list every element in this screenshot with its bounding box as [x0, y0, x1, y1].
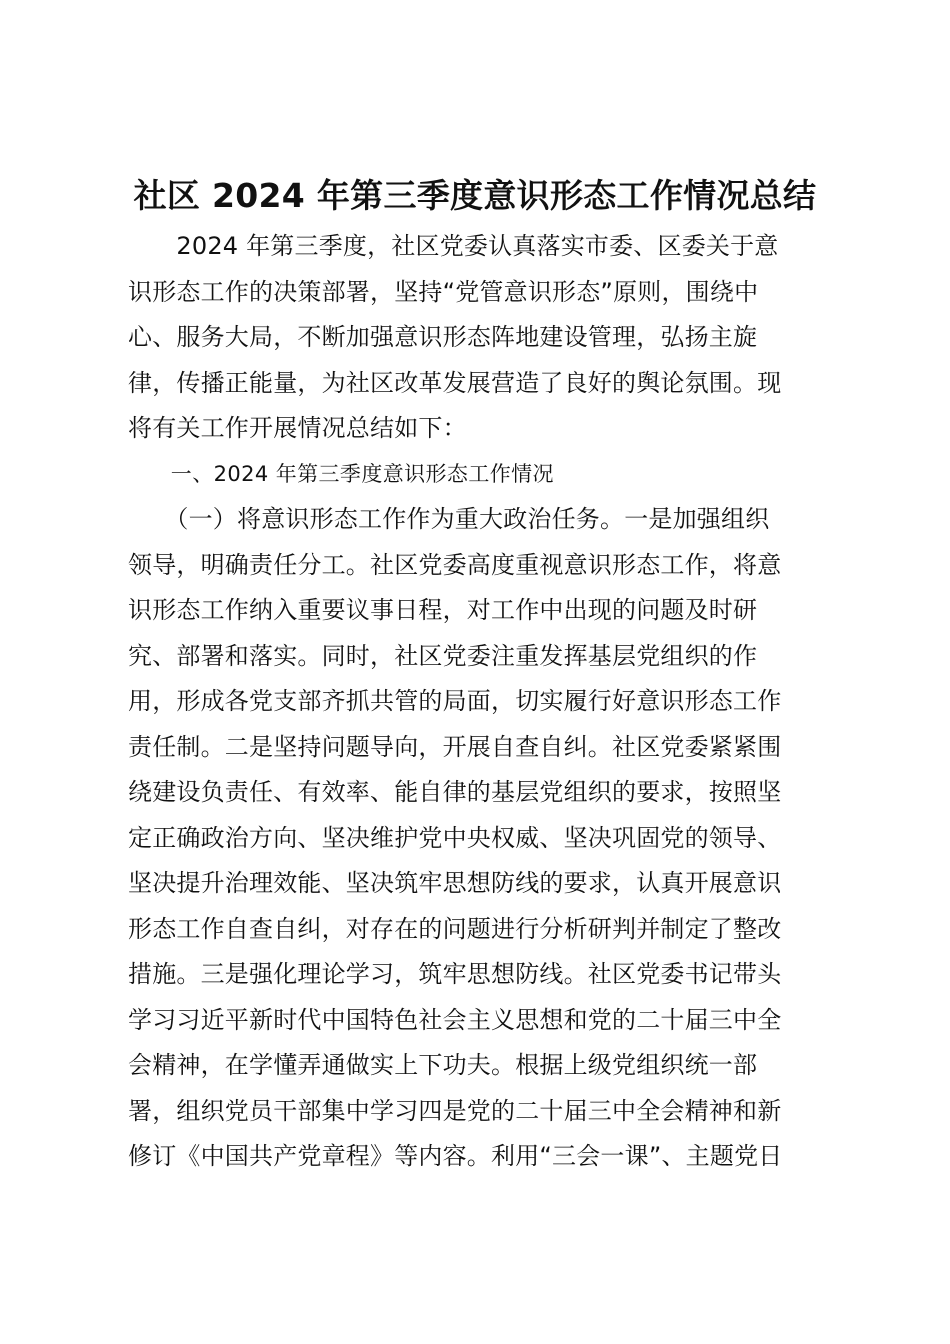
paragraph-line: 将有关工作开展情况总结如下： [128, 414, 467, 442]
paragraph-line: 识形态工作的决策部署，坚持“党管意识形态”原则，围绕中 [128, 277, 759, 306]
paragraph-line: 心、服务大局，不断加强意识形态阵地建设管理，弘扬主旋 [128, 323, 758, 351]
paragraph-line: 修订《中国共产党章程》等内容。利用“三会一课”、主题党日 [128, 1142, 783, 1170]
paragraph-line: 识形态工作纳入重要议事日程，对工作中出现的问题及时研 [128, 596, 758, 624]
paragraph-line: 领导，明确责任分工。社区党委高度重视意识形态工作，将意 [128, 550, 782, 579]
paragraph-line: 绕建设负责任、有效率、能自律的基层党组织的要求，按照坚 [128, 778, 782, 806]
paragraph-line: 形态工作自查自纠，对存在的问题进行分析研判并制定了整改 [128, 914, 782, 943]
paragraph-line: 措施。三是强化理论学习，筑牢思想防线。社区党委书记带头 [128, 960, 782, 988]
paragraph-line: 坚决提升治理效能、坚决筑牢思想防线的要求，认真开展意识 [128, 869, 782, 897]
paragraph-line: 会精神，在学懂弄通做实上下功夫。根据上级党组织统一部 [128, 1051, 758, 1079]
paragraph-line: （一）将意识形态工作作为重大政治任务。一是加强组织 [128, 505, 770, 533]
paragraph-line: 学习习近平新时代中国特色社会主义思想和党的二十届三中全 [128, 1005, 782, 1034]
document-body [128, 224, 820, 1180]
paragraph-line: 2024 年第三季度，社区党委认真落实市委、区委关于意 [128, 232, 779, 260]
section-heading: 一、2024 年第三季度意识形态工作情况 [128, 461, 554, 486]
paragraph-line: 责任制。二是坚持问题导向，开展自查自纠。社区党委紧紧围 [128, 732, 782, 761]
paragraph-line: 署，组织党员干部集中学习四是党的二十届三中全会精神和新 [128, 1096, 782, 1125]
paragraph-line: 定正确政治方向、坚决维护党中央权威、坚决巩固党的领导、 [128, 823, 782, 852]
document-title: 社区 2024 年第三季度意识形态工作情况总结 [133, 176, 817, 215]
paragraph-line: 律，传播正能量，为社区改革发展营造了良好的舆论氛围。现 [128, 368, 782, 397]
paragraph-line: 究、部署和落实。同时，社区党委注重发挥基层党组织的作 [128, 641, 758, 670]
paragraph-line: 用，形成各党支部齐抓共管的局面，切实履行好意识形态工作 [128, 687, 782, 715]
